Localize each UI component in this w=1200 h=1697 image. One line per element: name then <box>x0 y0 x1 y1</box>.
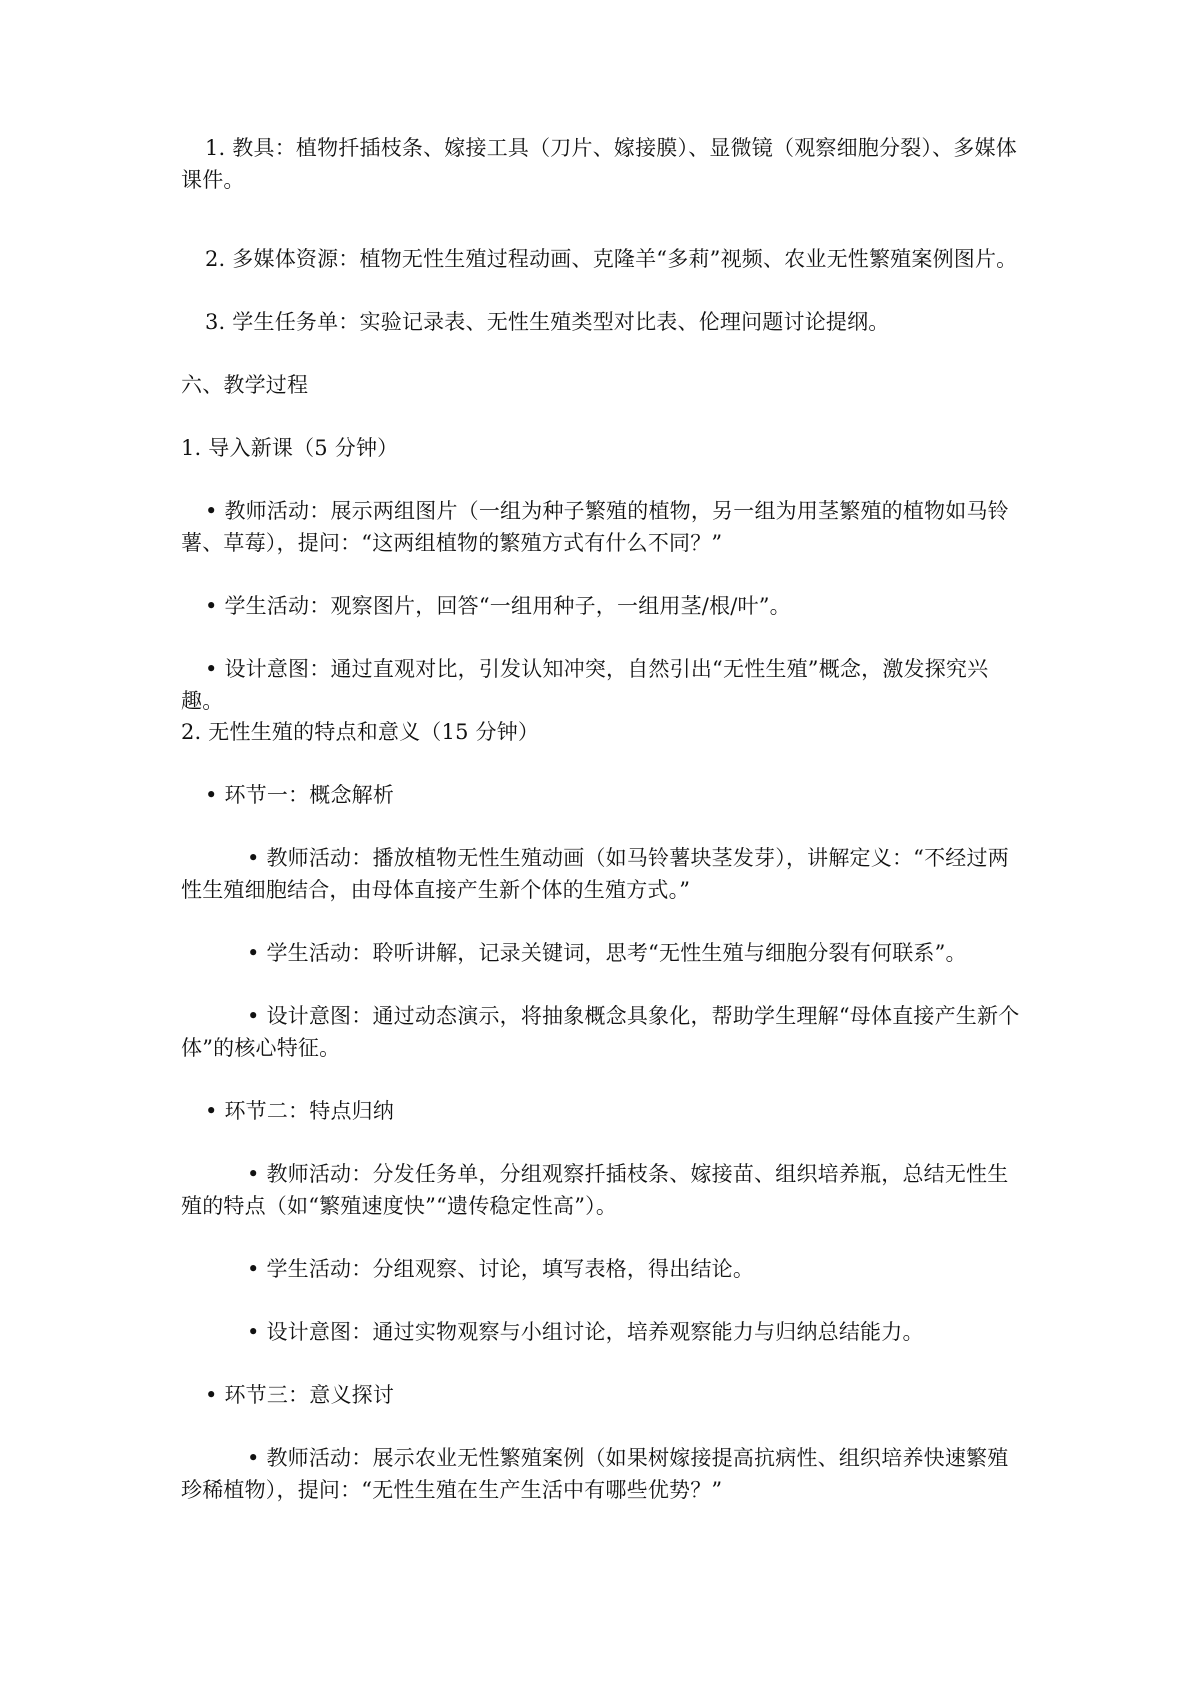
student-worksheet-item: 3. 学生任务单：实验记录表、无性生殖类型对比表、伦理问题讨论提纲。 <box>205 310 890 334</box>
step-heading-features-significance: 2. 无性生殖的特点和意义（15 分钟） <box>181 720 540 744</box>
stage-two-teacher-activity: • 教师活动：分发任务单，分组观察扦插枝条、嫁接苗、组织培养瓶，总结无性生殖的特点（如“繁殖速度快”“遗传稳定性高”）。 <box>181 1162 1009 1218</box>
stage-one-student-activity: • 学生活动：聆听讲解，记录关键词，思考“无性生殖与细胞分裂有何联系”。 <box>247 941 967 965</box>
stage-one-heading: • 环节一：概念解析 <box>205 783 395 807</box>
intro-student-activity: • 学生活动：观察图片，回答“一组用种子，一组用茎/根/叶”。 <box>205 594 791 618</box>
section-heading-teaching-process: 六、教学过程 <box>181 373 309 397</box>
stage-three-teacher-activity: • 教师活动：展示农业无性繁殖案例（如果树嫁接提高抗病性、组织培养快速繁殖珍稀植物），提问：“无性生殖在生产生活中有哪些优势？” <box>181 1446 1009 1502</box>
stage-one-design-intent: • 设计意图：通过动态演示，将抽象概念具象化，帮助学生理解“母体直接产生新个体”的核心特征。 <box>181 1004 1020 1060</box>
stage-two-design-intent: • 设计意图：通过实物观察与小组讨论，培养观察能力与归纳总结能力。 <box>247 1320 924 1344</box>
stage-one-teacher-activity: • 教师活动：播放植物无性生殖动画（如马铃薯块茎发芽），讲解定义：“不经过两性生殖细胞结合，由母体直接产生新个体的生殖方式。” <box>181 846 1009 902</box>
intro-teacher-activity: • 教师活动：展示两组图片（一组为种子繁殖的植物，另一组为用茎繁殖的植物如马铃薯、草莓），提问：“这两组植物的繁殖方式有什么不同？” <box>181 499 1009 555</box>
stage-two-student-activity: • 学生活动：分组观察、讨论，填写表格，得出结论。 <box>247 1257 755 1281</box>
teaching-aids-item: 1. 教具：植物扦插枝条、嫁接工具（刀片、嫁接膜）、显微镜（观察细胞分裂）、多媒体课件。 <box>181 136 1017 192</box>
multimedia-resources-item: 2. 多媒体资源：植物无性生殖过程动画、克隆羊“多莉”视频、农业无性繁殖案例图片。 <box>205 247 1018 271</box>
stage-three-heading: • 环节三：意义探讨 <box>205 1383 395 1407</box>
intro-design-intent: • 设计意图：通过直观对比，引发认知冲突，自然引出“无性生殖”概念，激发探究兴趣。 <box>181 657 989 713</box>
stage-two-heading: • 环节二：特点归纳 <box>205 1099 395 1123</box>
step-heading-introduction: 1. 导入新课（5 分钟） <box>181 436 399 460</box>
